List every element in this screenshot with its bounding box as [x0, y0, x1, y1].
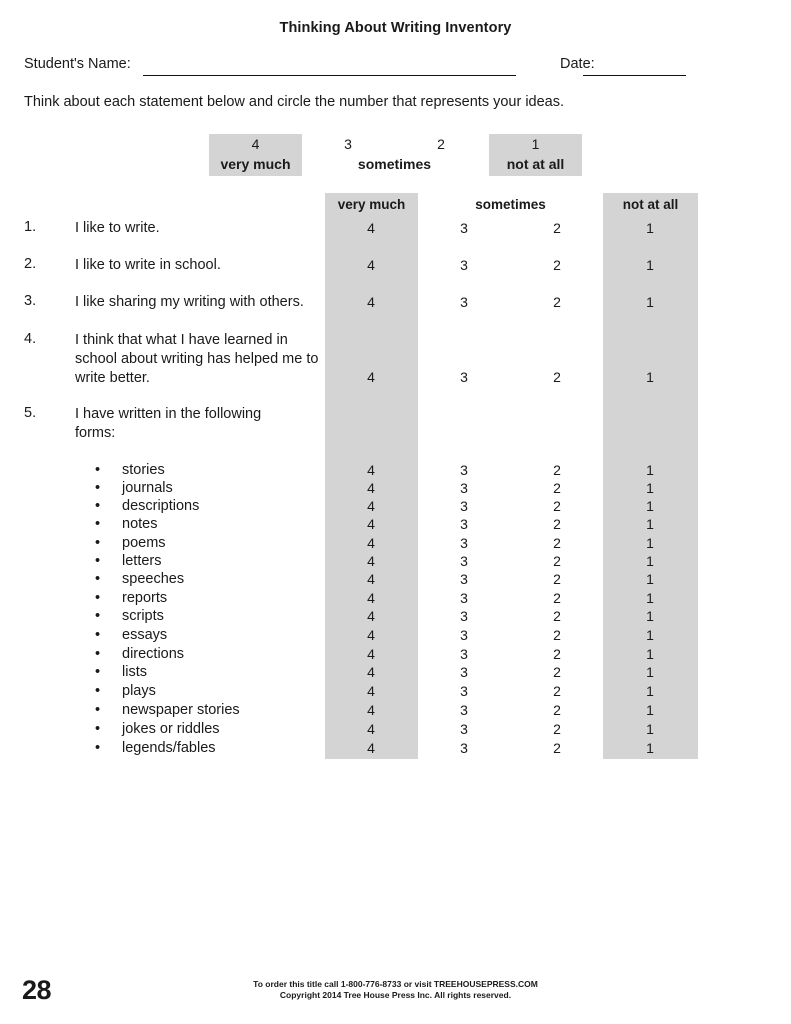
list-item: [95, 682, 325, 700]
list-item: [95, 663, 325, 681]
date-label: Date:: [560, 56, 595, 72]
legend-word-not-at-all: not at all: [506, 156, 565, 172]
form-rating-journals-4[interactable]: 4: [367, 480, 375, 496]
bullet-icon: •: [95, 516, 101, 532]
statement-number-2: 2.: [24, 256, 37, 272]
bullet-icon: •: [95, 480, 101, 496]
form-rating-lists-3[interactable]: 3: [460, 664, 468, 680]
bullet-icon: •: [95, 498, 101, 514]
form-label-journals: journals: [122, 480, 173, 496]
form-rating-journals-2[interactable]: 2: [553, 480, 561, 496]
bullet-icon: •: [95, 627, 101, 643]
list-item: [95, 534, 325, 552]
form-rating-stories-4[interactable]: 4: [367, 462, 375, 478]
form-rating-journals-1[interactable]: 1: [646, 480, 654, 496]
form-rating-plays-4[interactable]: 4: [367, 683, 375, 699]
form-rating-notes-4[interactable]: 4: [367, 516, 375, 532]
statement-number-1: 1.: [24, 219, 37, 235]
legend-number-3: 3: [344, 136, 352, 152]
list-item: [95, 739, 325, 757]
form-rating-journals-3[interactable]: 3: [460, 480, 468, 496]
column-header-not-at-all: not at all: [622, 197, 679, 212]
form-label-jokes-or-riddles: jokes or riddles: [122, 721, 220, 737]
form-label-plays: plays: [122, 683, 156, 699]
form-label-stories: stories: [122, 462, 165, 478]
form-rating-poems-2[interactable]: 2: [553, 535, 561, 551]
form-rating-newspaper-stories-2[interactable]: 2: [553, 702, 561, 718]
form-rating-legends-fables-1[interactable]: 1: [646, 740, 654, 756]
legend-number-2: 2: [437, 136, 445, 152]
rating-option-2-2[interactable]: 2: [553, 257, 561, 273]
form-label-speeches: speeches: [122, 571, 185, 587]
form-rating-stories-3[interactable]: 3: [460, 462, 468, 478]
form-rating-speeches-2[interactable]: 2: [553, 571, 561, 587]
form-label-directions: directions: [122, 646, 185, 662]
bullet-icon: •: [95, 608, 101, 624]
statement-text-3: I like sharing my writing with others.: [75, 294, 304, 310]
rating-option-4-2[interactable]: 2: [553, 369, 561, 385]
form-rating-scripts-1[interactable]: 1: [646, 608, 654, 624]
column-header-very-much: very much: [337, 197, 406, 212]
statement-text-5: I have written in the following forms:: [75, 406, 262, 441]
form-rating-scripts-3[interactable]: 3: [460, 608, 468, 624]
statement-number-4: 4.: [24, 331, 37, 347]
date-input[interactable]: [583, 75, 686, 76]
form-rating-newspaper-stories-3[interactable]: 3: [460, 702, 468, 718]
bullet-icon: •: [95, 590, 101, 606]
bullet-icon: •: [95, 462, 101, 478]
list-item: [95, 589, 325, 607]
form-rating-directions-3[interactable]: 3: [460, 646, 468, 662]
legend-number-4: 4: [251, 136, 260, 152]
form-rating-jokes-or-riddles-2[interactable]: 2: [553, 721, 561, 737]
rating-option-3-2[interactable]: 2: [553, 294, 561, 310]
statement-text-1: I like to write.: [75, 220, 160, 236]
form-label-reports: reports: [122, 590, 168, 606]
statement-number-5: 5.: [24, 405, 37, 421]
form-rating-jokes-or-riddles-1[interactable]: 1: [646, 721, 654, 737]
form-rating-descriptions-3[interactable]: 3: [460, 498, 468, 514]
bullet-icon: •: [95, 571, 101, 587]
rating-option-2-1[interactable]: 1: [646, 257, 654, 273]
page-number: 28: [22, 975, 52, 1005]
form-label-lists: lists: [122, 664, 147, 680]
rating-option-4-1[interactable]: 1: [646, 369, 654, 385]
form-rating-directions-1[interactable]: 1: [646, 646, 654, 662]
form-rating-descriptions-4[interactable]: 4: [367, 498, 375, 514]
form-rating-plays-3[interactable]: 3: [460, 683, 468, 699]
form-rating-descriptions-2[interactable]: 2: [553, 498, 561, 514]
form-rating-notes-2[interactable]: 2: [553, 516, 561, 532]
bullet-icon: •: [95, 740, 101, 756]
form-label-notes: notes: [122, 516, 158, 532]
bullet-icon: •: [95, 721, 101, 737]
form-label-letters: letters: [122, 553, 162, 569]
form-rating-plays-2[interactable]: 2: [553, 683, 561, 699]
legend-item-not-at-all: [489, 134, 582, 176]
form-rating-scripts-4[interactable]: 4: [367, 608, 375, 624]
column-header-sometimes: sometimes: [475, 197, 546, 212]
form-rating-speeches-4[interactable]: 4: [367, 571, 375, 587]
rating-option-1-1[interactable]: 1: [646, 220, 654, 236]
form-rating-poems-3[interactable]: 3: [460, 535, 468, 551]
statement-number-3: 3.: [24, 293, 37, 309]
rating-option-1-2[interactable]: 2: [553, 220, 561, 236]
form-rating-legends-fables-4[interactable]: 4: [367, 740, 375, 756]
bullet-icon: •: [95, 535, 101, 551]
form-rating-jokes-or-riddles-4[interactable]: 4: [367, 721, 375, 737]
form-rating-newspaper-stories-1[interactable]: 1: [646, 702, 654, 718]
page-title: Thinking About Writing Inventory: [279, 20, 512, 36]
form-rating-lists-1[interactable]: 1: [646, 664, 654, 680]
legend-item-very-much: [209, 134, 302, 176]
form-rating-stories-1[interactable]: 1: [646, 462, 654, 478]
list-item: [95, 645, 325, 663]
list-item: [95, 701, 325, 719]
form-rating-stories-2[interactable]: 2: [553, 462, 561, 478]
form-label-scripts: scripts: [122, 608, 164, 624]
form-label-newspaper-stories: newspaper stories: [122, 702, 240, 718]
form-rating-essays-4[interactable]: 4: [367, 627, 375, 643]
form-rating-legends-fables-2[interactable]: 2: [553, 740, 561, 756]
student-name-label: Student's Name:: [24, 56, 131, 72]
form-label-poems: poems: [122, 535, 166, 551]
rating-option-3-3[interactable]: 3: [460, 294, 468, 310]
form-rating-reports-2[interactable]: 2: [553, 590, 561, 606]
list-item: [95, 626, 325, 644]
rating-option-4-3[interactable]: 3: [460, 369, 468, 385]
rating-option-1-3[interactable]: 3: [460, 220, 468, 236]
form-rating-reports-3[interactable]: 3: [460, 590, 468, 606]
statement-text-4: I think that what I have learned in school about writing has helped me to write better.: [75, 332, 319, 386]
legend-word-very-much: very much: [220, 156, 291, 172]
form-rating-newspaper-stories-4[interactable]: 4: [367, 702, 375, 718]
form-rating-scripts-2[interactable]: 2: [553, 608, 561, 624]
form-rating-speeches-1[interactable]: 1: [646, 571, 654, 587]
bullet-icon: •: [95, 646, 101, 662]
form-rating-poems-1[interactable]: 1: [646, 535, 654, 551]
legend-word-sometimes-wrap: [325, 154, 464, 176]
form-rating-essays-2[interactable]: 2: [553, 627, 561, 643]
list-item: [95, 720, 325, 738]
rating-option-2-3[interactable]: 3: [460, 257, 468, 273]
bullet-icon: •: [95, 553, 101, 569]
form-rating-letters-2[interactable]: 2: [553, 553, 561, 569]
form-rating-reports-4[interactable]: 4: [367, 590, 375, 606]
list-item: [95, 479, 325, 497]
form-label-descriptions: descriptions: [122, 498, 200, 514]
rating-option-2-4[interactable]: 4: [367, 257, 375, 273]
legend-word-sometimes: sometimes: [357, 156, 432, 172]
form-rating-legends-fables-3[interactable]: 3: [460, 740, 468, 756]
form-rating-reports-1[interactable]: 1: [646, 590, 654, 606]
rating-option-3-1[interactable]: 1: [646, 294, 654, 310]
form-rating-speeches-3[interactable]: 3: [460, 571, 468, 587]
form-label-legends-fables: legends/fables: [122, 740, 216, 756]
form-rating-poems-4[interactable]: 4: [367, 535, 375, 551]
list-item: [95, 552, 325, 570]
form-rating-letters-3[interactable]: 3: [460, 553, 468, 569]
footer: [0, 979, 791, 1001]
list-item: [95, 515, 325, 533]
list-item: [95, 497, 325, 515]
form-rating-essays-3[interactable]: 3: [460, 627, 468, 643]
form-rating-essays-1[interactable]: 1: [646, 627, 654, 643]
form-rating-lists-4[interactable]: 4: [367, 664, 375, 680]
bullet-icon: •: [95, 683, 101, 699]
form-rating-lists-2[interactable]: 2: [553, 664, 561, 680]
form-rating-letters-1[interactable]: 1: [646, 553, 654, 569]
student-name-input[interactable]: [143, 75, 516, 76]
legend-number-1: 1: [531, 136, 540, 152]
list-item: [95, 570, 325, 588]
list-item: [95, 607, 325, 625]
form-rating-plays-1[interactable]: 1: [646, 683, 654, 699]
table-column-headers: [0, 197, 791, 215]
instruction-text: Think about each statement below and circle the number that represents your ideas.: [24, 94, 565, 110]
rating-option-1-4[interactable]: 4: [367, 220, 375, 236]
form-rating-directions-2[interactable]: 2: [553, 646, 561, 662]
rating-option-4-4[interactable]: 4: [367, 369, 375, 385]
rating-option-3-4[interactable]: 4: [367, 294, 375, 310]
form-rating-notes-3[interactable]: 3: [460, 516, 468, 532]
footer-order-line: To order this title call 1-800-776-8733 or visit TREEHOUSEPRESS.COM: [253, 979, 538, 989]
statement-text-2: I like to write in school.: [75, 257, 221, 273]
form-rating-descriptions-1[interactable]: 1: [646, 498, 654, 514]
footer-copyright-line: Copyright 2014 Tree House Press Inc. All rights reserved.: [279, 990, 512, 1000]
form-label-essays: essays: [122, 627, 168, 643]
form-rating-letters-4[interactable]: 4: [367, 553, 375, 569]
form-rating-notes-1[interactable]: 1: [646, 516, 654, 532]
form-rating-jokes-or-riddles-3[interactable]: 3: [460, 721, 468, 737]
rating-legend: [0, 134, 791, 180]
bullet-icon: •: [95, 702, 101, 718]
name-date-row: [24, 56, 764, 78]
form-rating-directions-4[interactable]: 4: [367, 646, 375, 662]
list-item: [95, 461, 325, 479]
bullet-icon: •: [95, 664, 101, 680]
